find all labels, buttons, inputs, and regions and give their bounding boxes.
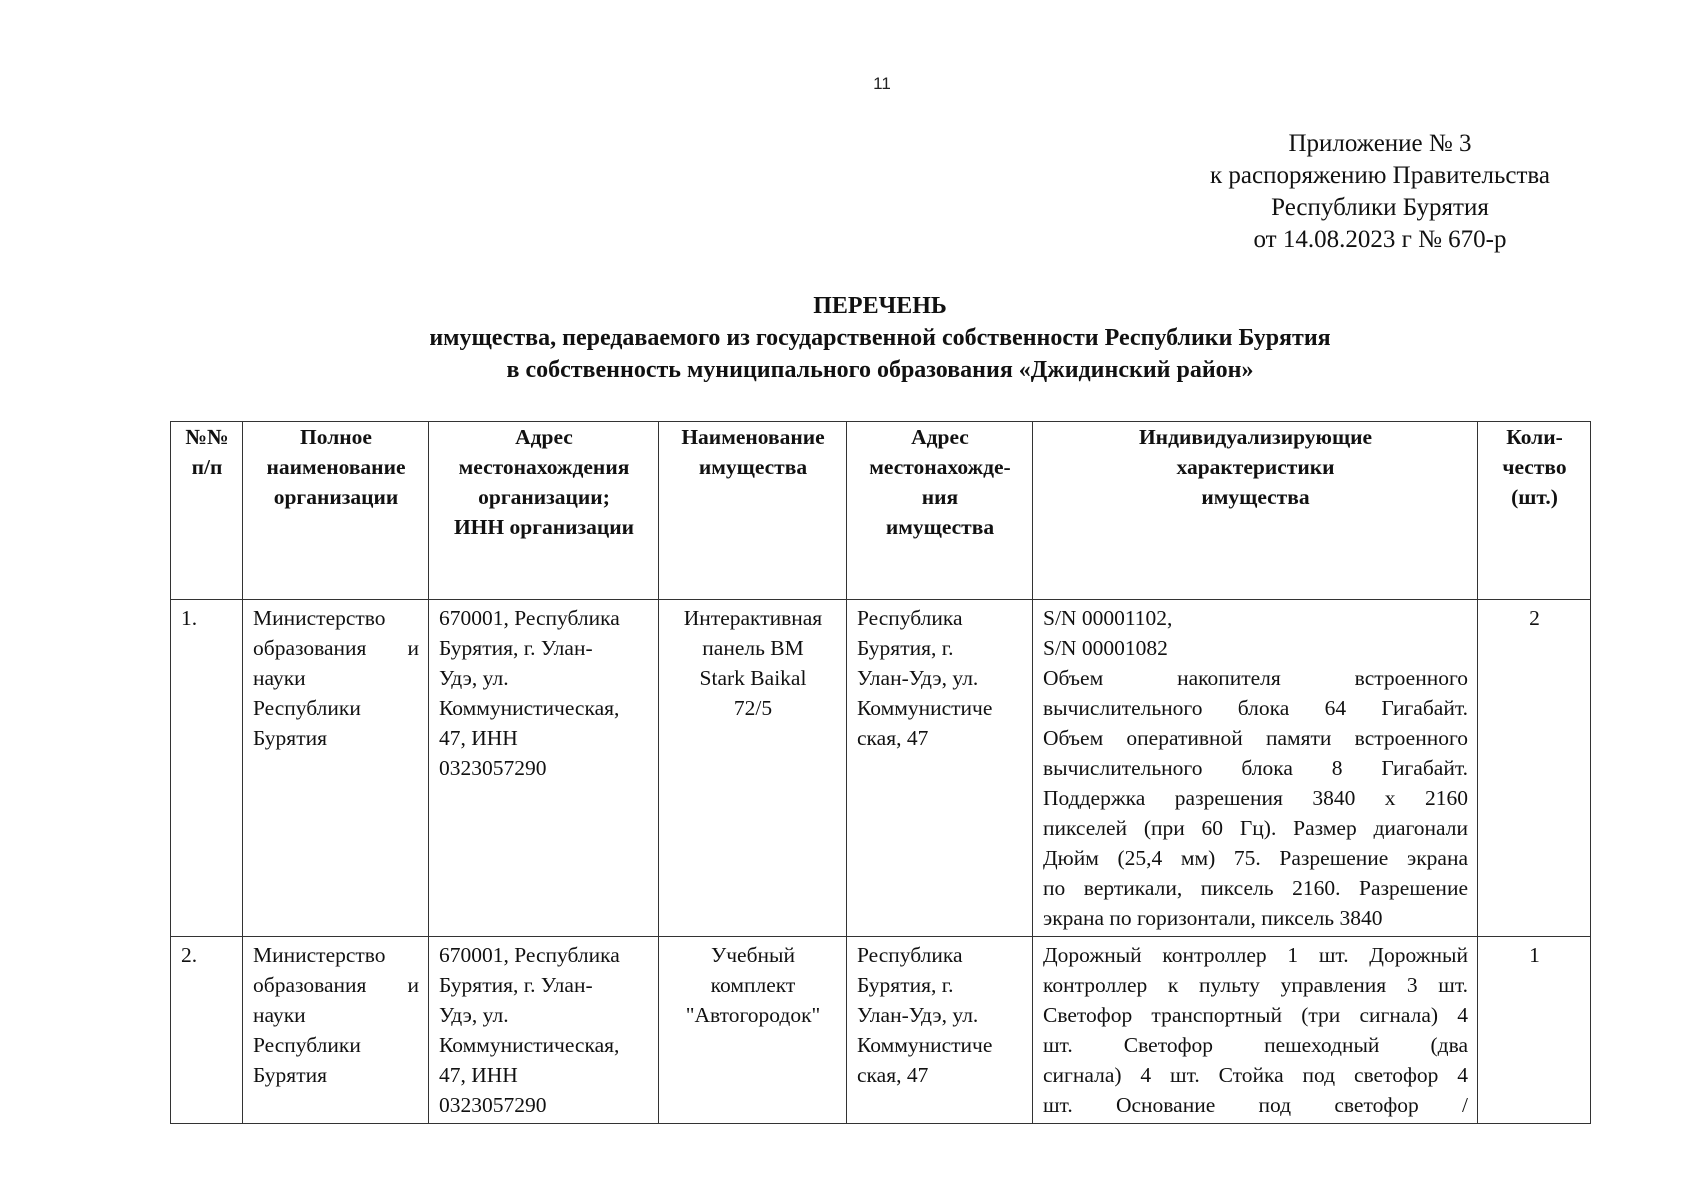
appendix-block: [1150, 128, 1610, 256]
header-text: имущества: [698, 455, 808, 479]
header-text: наименование: [266, 455, 406, 479]
cell-property-name: [659, 937, 847, 1124]
cell-quantity: 2: [1478, 600, 1591, 937]
table-row: [171, 937, 1591, 1124]
document-heading: [200, 290, 1560, 386]
header-text: ИНН организации: [453, 515, 635, 539]
cell-line: Республики: [253, 1033, 361, 1057]
header-text: чество: [1502, 455, 1567, 479]
appendix-line: к распоряжению Правительства: [1209, 162, 1550, 189]
header-text: местонахожде-: [869, 455, 1011, 479]
appendix-line: Приложение № 3: [1288, 130, 1472, 157]
property-table: [170, 421, 1591, 1124]
cell-line: S/N 00001082: [1043, 636, 1168, 660]
cell-line: 670001, Республика: [439, 606, 620, 630]
cell-line: науки: [253, 666, 306, 690]
header-text: Индивидуализирующие: [1138, 425, 1373, 449]
cell-line: Объем накопителя встроенного: [1043, 666, 1468, 690]
cell-line: "Автогородок": [685, 1003, 821, 1027]
header-text: характеристики: [1176, 455, 1335, 479]
cell-line: комплект: [710, 973, 796, 997]
header-text: (шт.): [1511, 485, 1558, 509]
header-text: Адрес: [911, 425, 969, 449]
cell-line: контроллер к пульту управления 3 шт.: [1043, 973, 1468, 997]
cell-line: Республики: [253, 696, 361, 720]
table-header-row: [171, 422, 1591, 600]
cell-line: Министерство: [253, 606, 386, 630]
cell-line: Коммунистиче: [857, 696, 993, 720]
cell-line: 47, ИНН: [439, 726, 518, 750]
header-organization: [243, 422, 429, 600]
cell-line: ская, 47: [857, 726, 929, 750]
heading-title: ПЕРЕЧЕНЬ: [813, 293, 947, 319]
heading-subtitle: имущества, передаваемого из государственной собственности Республики Бурятия: [429, 325, 1331, 351]
cell-property-address: [847, 937, 1033, 1124]
cell-organization: [243, 937, 429, 1124]
cell-organization: [243, 600, 429, 937]
cell-line: Бурятия, г. Улан-: [439, 973, 593, 997]
cell-line: экрана по горизонтали, пиксель 3840: [1043, 906, 1383, 930]
cell-line: 47, ИНН: [439, 1063, 518, 1087]
header-text: местонахождения: [458, 455, 630, 479]
cell-line: S/N 00001102,: [1043, 606, 1173, 630]
cell-line: Stark Baikal: [699, 666, 807, 690]
cell-line: сигнала) 4 шт. Стойка под светофор 4: [1043, 1063, 1468, 1087]
header-property-address: [847, 422, 1033, 600]
appendix-line: Республики Бурятия: [1271, 194, 1489, 221]
cell-line: Бурятия: [253, 1063, 327, 1087]
cell-line: образования и: [253, 636, 419, 660]
cell-quantity: 1: [1478, 937, 1591, 1124]
cell-line: Бурятия, г.: [857, 973, 954, 997]
cell-number: 2.: [171, 937, 243, 1124]
appendix-line: от 14.08.2023 г № 670-р: [1253, 226, 1507, 253]
cell-line: Дорожный контроллер 1 шт. Дорожный: [1043, 943, 1468, 967]
header-text: Коли-: [1506, 425, 1563, 449]
cell-characteristics: [1033, 937, 1478, 1124]
cell-line: Светофор транспортный (три сигнала) 4: [1043, 1003, 1468, 1027]
cell-line: ская, 47: [857, 1063, 929, 1087]
header-text: организации: [273, 485, 399, 509]
cell-line: 0323057290: [439, 756, 547, 780]
header-text: организации;: [478, 485, 610, 509]
header-text: Адрес: [515, 425, 573, 449]
cell-property-address: [847, 600, 1033, 937]
cell-line: Республика: [857, 606, 963, 630]
header-characteristics: [1033, 422, 1478, 600]
cell-line: шт. Светофор пешеходный (два: [1043, 1033, 1468, 1057]
cell-line: Удэ, ул.: [439, 666, 509, 690]
header-number: [171, 422, 243, 600]
cell-line: Коммунистиче: [857, 1033, 993, 1057]
cell-line: науки: [253, 1003, 306, 1027]
cell-line: Дюйм (25,4 мм) 75. Разрешение экрана: [1043, 846, 1468, 870]
cell-line: Коммунистическая,: [439, 696, 620, 720]
cell-line: Бурятия: [253, 726, 327, 750]
header-property-name: [659, 422, 847, 600]
cell-line: Интерактивная: [683, 606, 823, 630]
cell-line: Республика: [857, 943, 963, 967]
header-text: ния: [921, 485, 959, 509]
cell-number: 1.: [171, 600, 243, 937]
cell-line: 0323057290: [439, 1093, 547, 1117]
cell-line: по вертикали, пиксель 2160. Разрешение: [1043, 876, 1468, 900]
cell-line: Коммунистическая,: [439, 1033, 620, 1057]
header-quantity: [1478, 422, 1591, 600]
cell-line: образования и: [253, 973, 419, 997]
header-text: имущества: [885, 515, 995, 539]
cell-line: Бурятия, г.: [857, 636, 954, 660]
cell-characteristics: [1033, 600, 1478, 937]
cell-line: Министерство: [253, 943, 386, 967]
page-number: 11: [873, 74, 891, 93]
cell-org-address: [429, 600, 659, 937]
cell-line: Бурятия, г. Улан-: [439, 636, 593, 660]
cell-property-name: [659, 600, 847, 937]
table-row: [171, 600, 1591, 937]
cell-line: Поддержка разрешения 3840 х 2160: [1043, 786, 1468, 810]
cell-line: 72/5: [733, 696, 773, 720]
cell-line: Объем оперативной памяти встроенного: [1043, 726, 1468, 750]
header-text: п/п: [191, 455, 223, 479]
cell-line: панель BM: [702, 636, 804, 660]
header-text: №№: [185, 425, 229, 449]
cell-line: вычислительного блока 64 Гигабайт.: [1043, 696, 1468, 720]
heading-subtitle: в собственность муниципального образования «Джидинский район»: [506, 357, 1254, 383]
cell-line: шт. Основание под светофор /: [1043, 1093, 1468, 1117]
cell-line: пикселей (при 60 Гц). Размер диагонали: [1043, 816, 1468, 840]
cell-line: Учебный: [711, 943, 795, 967]
header-text: Наименование: [681, 425, 825, 449]
header-text: Полное: [300, 425, 372, 449]
cell-line: 670001, Республика: [439, 943, 620, 967]
cell-line: Улан-Удэ, ул.: [857, 666, 979, 690]
header-text: имущества: [1201, 485, 1310, 509]
cell-org-address: [429, 937, 659, 1124]
header-org-address: [429, 422, 659, 600]
cell-line: Удэ, ул.: [439, 1003, 509, 1027]
cell-line: вычислительного блока 8 Гигабайт.: [1043, 756, 1468, 780]
cell-line: Улан-Удэ, ул.: [857, 1003, 979, 1027]
